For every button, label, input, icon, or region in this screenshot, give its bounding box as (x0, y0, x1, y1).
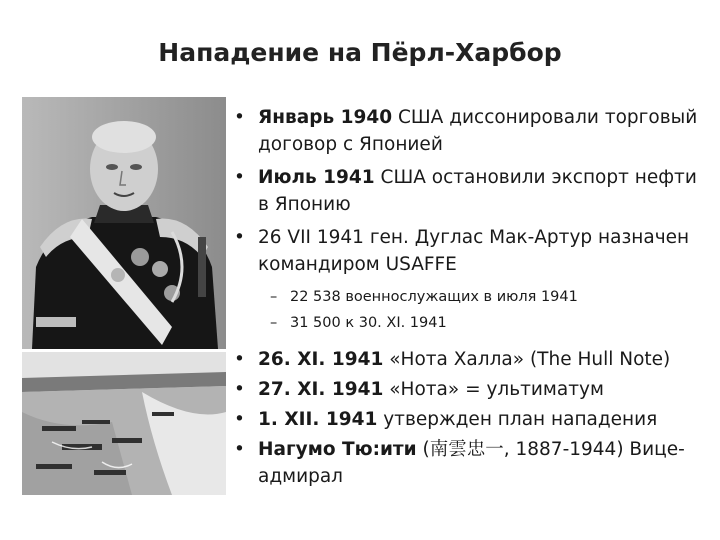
item-date: 1. XII. 1941 (258, 409, 378, 430)
list-item (232, 406, 712, 433)
bullet-icon: • (234, 107, 245, 128)
item-date: 27. XI. 1941 (258, 379, 384, 400)
item-text: 26 VII 1941 ген. Дуглас Мак-Артур назначен командиром USAFFE (258, 227, 690, 275)
harbor-aerial-photo (22, 352, 226, 495)
list-item (232, 224, 712, 278)
sub-list-item (232, 310, 712, 336)
item-date: Июль 1941 (258, 167, 375, 188)
bullet-icon: • (234, 227, 245, 248)
list-item (232, 104, 712, 158)
dash-icon: – (270, 289, 278, 305)
item-name: Нагумо Тю:ити (258, 439, 417, 460)
list-item (232, 376, 712, 403)
bullet-icon: • (234, 167, 245, 188)
portrait-image (22, 97, 226, 349)
sub-list-item (232, 284, 712, 310)
admiral-portrait-photo (22, 97, 226, 349)
item-text: утвержден план нападения (377, 409, 658, 430)
item-text: «Нота» = ультиматум (383, 379, 604, 400)
item-text: США остановили экспорт нефти в Японию (258, 167, 697, 215)
bullet-icon: • (234, 409, 245, 430)
item-date: 26. XI. 1941 (258, 349, 384, 370)
slide-title: Нападение на Пёрл-Харбор (158, 38, 562, 67)
bullet-list (232, 104, 712, 493)
dash-icon: – (270, 315, 278, 331)
bullet-icon: • (234, 349, 245, 370)
item-text: «Нота Халла» (The Hull Note) (383, 349, 671, 370)
sub-item-text: 22 538 военнослужащих в июля 1941 (290, 289, 578, 305)
list-item (232, 346, 712, 373)
bullet-icon: • (234, 439, 245, 460)
sub-item-text: 31 500 к 30. XI. 1941 (290, 315, 447, 331)
item-text: (南雲忠一, 1887-1944) Вице-адмирал (258, 439, 685, 487)
bullet-icon: • (234, 379, 245, 400)
list-item (232, 436, 712, 490)
item-text: США диссонировали торговый договор с Японией (258, 107, 698, 155)
list-item (232, 164, 712, 218)
item-date: Январь 1940 (258, 107, 393, 128)
harbor-image (22, 352, 226, 495)
